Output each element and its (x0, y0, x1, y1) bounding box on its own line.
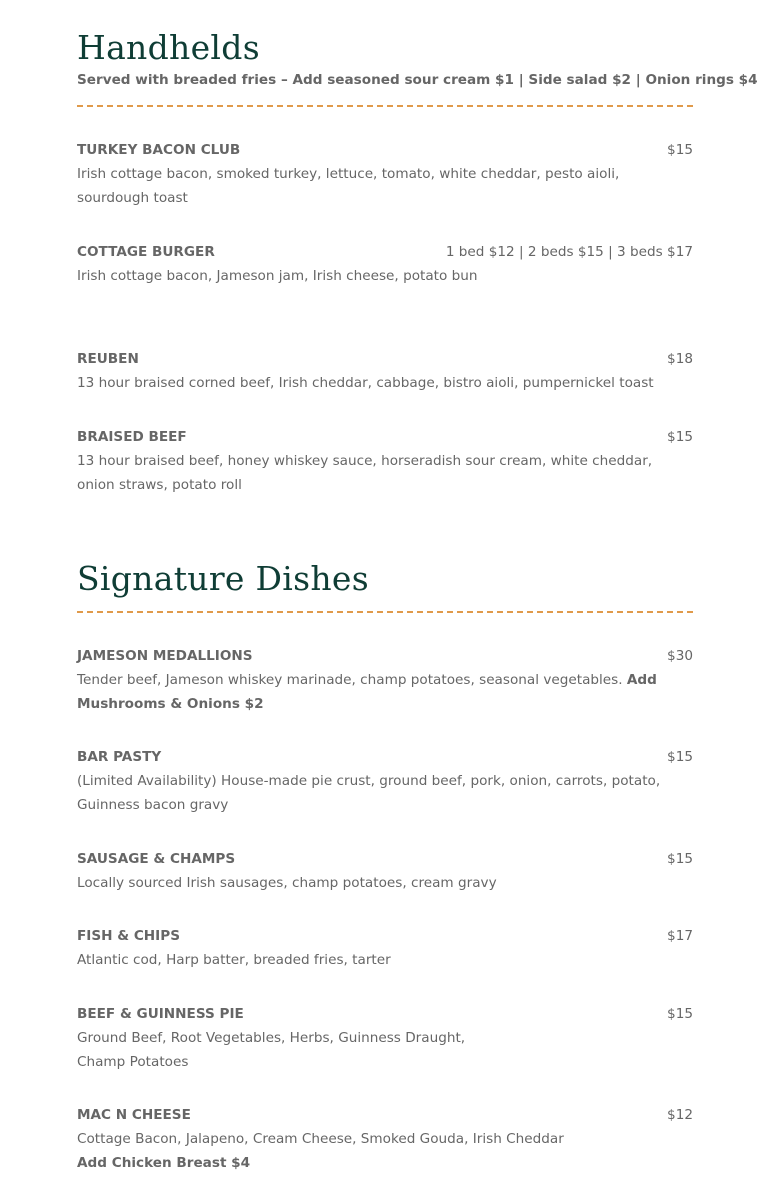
menu-item (77, 1002, 693, 1074)
item-description: Ground Beef, Root Vegetables, Herbs, Guinness Draught, Champ Potatoes (77, 1030, 466, 1070)
item-description: 13 hour braised corned beef, Irish cheddar, cabbage, bistro aioli, pumpernickel toast (77, 375, 654, 391)
menu-item (77, 745, 693, 817)
menu-item (77, 1103, 693, 1175)
item-name: TURKEY BACON CLUB (77, 142, 241, 158)
item-name: BRAISED BEEF (77, 429, 187, 445)
signature-heading: Signature Dishes (77, 559, 369, 598)
item-price: $30 (667, 648, 693, 664)
handhelds-section (77, 28, 758, 88)
item-description: Irish cottage bacon, smoked turkey, lettuce, tomato, white cheddar, pesto aioli, sourdough toast (77, 166, 620, 206)
item-name: BAR PASTY (77, 749, 162, 765)
item-name: COTTAGE BURGER (77, 244, 215, 260)
menu-item (77, 847, 693, 895)
item-description: 13 hour braised beef, honey whiskey sauce, horseradish sour cream, white cheddar, onion straws, potato roll (77, 453, 653, 493)
item-price: 1 bed $12 | 2 beds $15 | 3 beds $17 (445, 244, 693, 260)
handhelds-heading: Handhelds (77, 28, 260, 67)
item-name: MAC N CHEESE (77, 1107, 191, 1123)
menu-item (77, 347, 693, 395)
item-description: Irish cottage bacon, Jameson jam, Irish cheese, potato bun (77, 268, 478, 284)
menu-item (77, 138, 693, 210)
item-price: $15 (667, 1006, 693, 1022)
item-price: $15 (667, 142, 693, 158)
item-price: $12 (667, 1107, 693, 1123)
signature-section (77, 559, 693, 599)
item-name: FISH & CHIPS (77, 928, 180, 944)
item-price: $15 (667, 429, 693, 445)
item-name: BEEF & GUINNESS PIE (77, 1006, 244, 1022)
item-description: Atlantic cod, Harp batter, breaded fries, tarter (77, 952, 391, 968)
menu-item (77, 644, 693, 716)
signature-divider (77, 611, 693, 613)
item-price: $15 (667, 851, 693, 867)
item-description: Locally sourced Irish sausages, champ potatoes, cream gravy (77, 875, 497, 891)
handhelds-subtitle: Served with breaded fries – Add seasoned sour cream $1 | Side salad $2 | Onion rings $4 (77, 72, 758, 88)
item-price: $18 (667, 351, 693, 367)
item-description: Cottage Bacon, Jalapeno, Cream Cheese, Smoked Gouda, Irish Cheddar (77, 1131, 564, 1147)
item-addon-inline: Add Mushrooms & Onions $2 (77, 672, 657, 712)
item-addon: Add Chicken Breast $4 (77, 1155, 251, 1171)
item-description: (Limited Availability) House-made pie crust, ground beef, pork, onion, carrots, potato, Guinness bacon gravy (77, 773, 661, 813)
menu-item (77, 425, 693, 497)
menu-item (77, 924, 693, 972)
item-description (77, 668, 693, 716)
item-name: REUBEN (77, 351, 139, 367)
menu-item (77, 240, 693, 288)
item-name: SAUSAGE & CHAMPS (77, 851, 236, 867)
item-name: JAMESON MEDALLIONS (77, 648, 253, 664)
item-description-text: Tender beef, Jameson whiskey marinade, champ potatoes, seasonal vegetables. (77, 672, 623, 688)
handhelds-divider (77, 105, 693, 107)
item-price: $17 (667, 928, 693, 944)
item-price: $15 (667, 749, 693, 765)
